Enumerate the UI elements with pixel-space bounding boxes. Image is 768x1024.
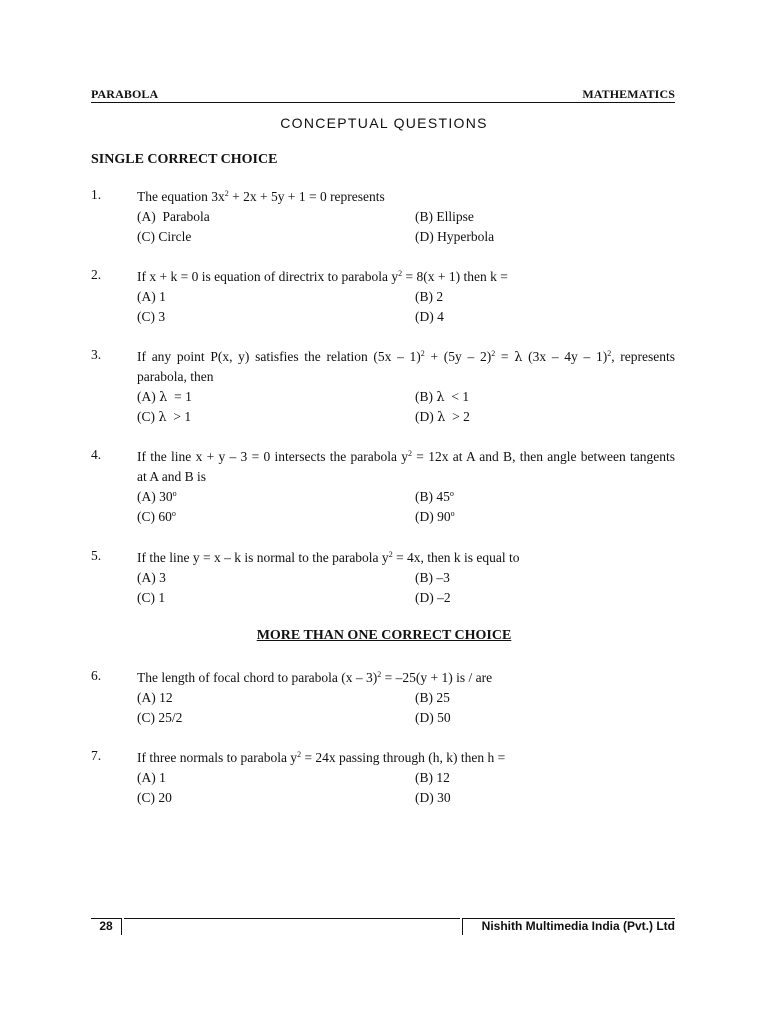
option-d: (D) 4: [415, 309, 444, 324]
option-d: (D) 30: [415, 790, 451, 805]
option-d: (D) λ > 2: [415, 409, 470, 425]
question-text: If any point P(x, y) satisfies the relation (5x – 1)$^2$ + (5y – 2)$^2$ = λ (3x – 4y – 1)$^2$, represents: [137, 349, 675, 365]
option-a: (A) 30$^o$: [137, 489, 177, 504]
question-number: 7.: [91, 748, 102, 763]
option-row: [137, 588, 675, 608]
option-c: (C) 1: [137, 590, 166, 605]
option-b: (B) Ellipse: [415, 209, 474, 224]
question-text-continued: parabola, then: [137, 369, 214, 384]
option-d: (D) Hyperbola: [415, 229, 495, 244]
option-b: (B) 12: [415, 770, 450, 785]
option-d: (D) –2: [415, 590, 451, 605]
option-b: (B) 25: [415, 690, 450, 705]
question-text: If the line x + y – 3 = 0 intersects the parabola $y^2 = 12x$ at A and B, then angle between tangents: [137, 449, 675, 464]
option-b: (B) 45$^o$: [415, 489, 454, 504]
header-chapter: PARABOLA: [91, 87, 159, 101]
page-header: [91, 86, 675, 103]
option-row: [137, 487, 675, 507]
option-d: (D) 50: [415, 710, 451, 725]
question-text: The length of focal chord to parabola (x – 3)$^2$ = –25(y + 1) is / are: [137, 670, 493, 685]
question-number: 4.: [91, 447, 102, 462]
option-c: (C) λ > 1: [137, 409, 192, 425]
option-row: [137, 768, 675, 788]
option-row: [137, 287, 675, 307]
option-row: [137, 507, 675, 527]
option-row: [137, 788, 675, 808]
option-c: (C) 20: [137, 790, 172, 805]
option-b: (B) 2: [415, 289, 444, 304]
option-a: (A) 12: [137, 690, 173, 705]
question-number: 5.: [91, 548, 102, 563]
option-b: (B) –3: [415, 570, 450, 585]
question-text: If three normals to parabola $y^2 = 24x$ passing through (h, k) then h =: [137, 750, 506, 765]
publisher-name: Nishith Multimedia India (Pvt.) Ltd: [462, 918, 675, 935]
question-text: If x + k = 0 is equation of directrix to parabola $y^2 = 8(x + 1)$ then k =: [137, 269, 508, 284]
header-subject: MATHEMATICS: [582, 87, 675, 101]
page-footer: [91, 916, 675, 934]
option-row: [137, 207, 675, 227]
option-row: [137, 307, 675, 327]
option-row: [137, 708, 675, 728]
question-number: 3.: [91, 347, 102, 362]
option-b: (B) λ < 1: [415, 389, 470, 405]
question-text: If the line y = x – k is normal to the parabola $y^2 = 4x$, then k is equal to: [137, 550, 520, 565]
option-a: (A) 1: [137, 289, 166, 304]
option-c: (C) 3: [137, 309, 166, 324]
page-title: CONCEPTUAL QUESTIONS: [280, 115, 488, 131]
question-number: 2.: [91, 267, 102, 282]
option-row: [137, 387, 675, 407]
option-row: [137, 568, 675, 588]
section-heading-single: SINGLE CORRECT CHOICE: [91, 152, 278, 167]
option-d: (D) 90$^o$: [415, 509, 455, 524]
question-text-continued: at A and B is: [137, 469, 207, 484]
section-heading-multiple: MORE THAN ONE CORRECT CHOICE: [256, 628, 512, 643]
option-row: [137, 227, 675, 247]
question-number: 6.: [91, 668, 102, 683]
option-a: (A) λ = 1: [137, 389, 192, 405]
option-c: (C) 60$^o$: [137, 509, 176, 524]
question-number: 1.: [91, 187, 102, 202]
option-c: (C) 25/2: [137, 710, 183, 725]
page-number: 28: [91, 918, 122, 935]
footer-divider: [124, 918, 460, 919]
option-row: [137, 688, 675, 708]
option-row: [137, 407, 675, 427]
question-text: The equation $3x^2 + 2x + 5y + 1 = 0$ represents: [137, 189, 385, 204]
option-a: (A) 3: [137, 570, 166, 585]
option-a: (A) 1: [137, 770, 166, 785]
option-c: (C) Circle: [137, 229, 192, 244]
option-a: (A) Parabola: [137, 209, 210, 224]
